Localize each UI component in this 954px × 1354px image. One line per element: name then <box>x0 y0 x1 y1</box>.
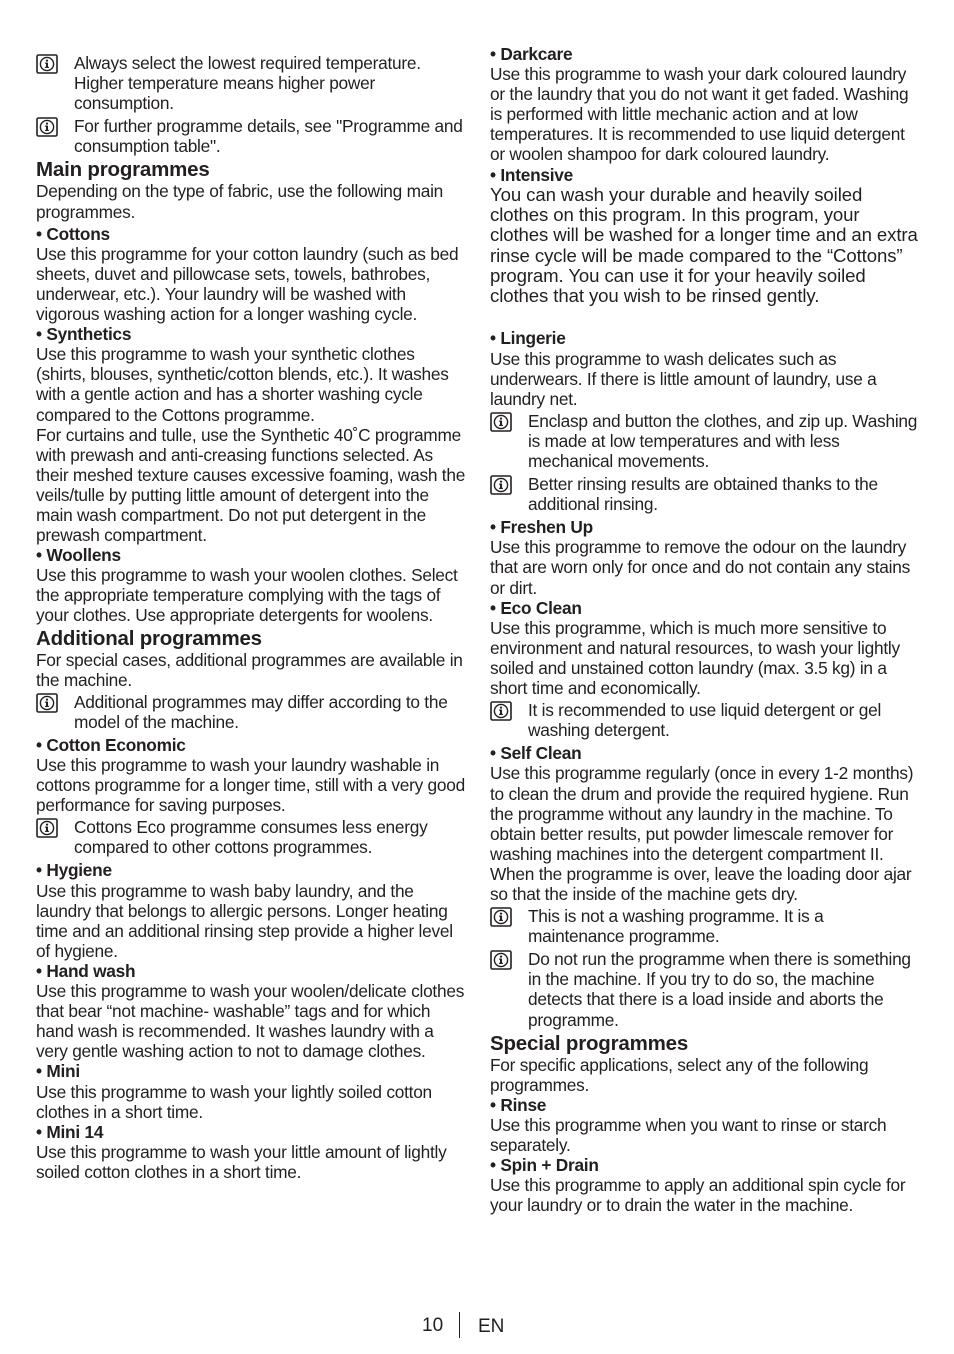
language-code: EN <box>478 1316 505 1337</box>
footer-divider <box>459 1312 460 1338</box>
note-text: Additional programmes may differ according to the model of the machine. <box>74 691 448 732</box>
item-text-lingerie: Use this programme to wash delicates such as underwears. If there is little amount of laundry, use a laundry net. <box>490 348 877 409</box>
item-text-synthetics: Use this programme to wash your synthetic clothes (shirts, blouses, synthetic/cotton blends, etc.). It washes with a gentle action and has a shorter washing cycle compared to the Cottons programme. <box>36 344 449 425</box>
item-text-woollens: Use this programme to wash your woolen clothes. Select the appropriate temperature complying with the tags of your clothes. Use appropriate detergents for woolens. <box>36 565 458 626</box>
item-text-hand-wash: Use this programme to wash your woolen/delicate clothes that bear “not machine- washable” tags and for which hand wash is recommended. It washes laundry with a very gentle washing action to not to damage clothes. <box>36 981 465 1062</box>
item-title-mini: • Mini <box>36 1061 80 1082</box>
info-icon <box>36 54 58 74</box>
info-icon <box>490 475 512 495</box>
item-text-hygiene: Use this programme to wash baby laundry, and the laundry that belongs to allergic persons. Longer heating time and an additional rinsing step provide a higher level of hygiene. <box>36 880 453 961</box>
page-number: 10 <box>422 1315 444 1336</box>
item-title-rinse: • Rinse <box>490 1094 547 1115</box>
item-title-mini-14: • Mini 14 <box>36 1121 104 1142</box>
item-title-cotton-economic: • Cotton Economic <box>36 734 186 755</box>
note-cottons-eco <box>36 817 468 857</box>
main-programmes-section <box>36 159 468 625</box>
section-intro: For special cases, additional programmes are available in the machine. <box>36 649 463 690</box>
section-intro: For specific applications, select any of the following programmes. <box>490 1054 869 1095</box>
note-programme-table <box>36 116 468 156</box>
item-title-woollens: • Woollens <box>36 545 121 566</box>
note-text: Better rinsing results are obtained thanks to the additional rinsing. <box>528 474 878 515</box>
item-text-self-clean: Use this programme regularly (once in every 1-2 months) to clean the drum and provide the required hygiene. Run the programme without any laundry in the machine. To obtain better results, put powder limescale remover for washing machines into the detergent compartment II. When the programme is over, leave the loading door ajar so that the inside of the machine gets dry. <box>490 763 914 904</box>
item-text-cottons: Use this programme for your cotton laundry (such as bed sheets, duvet and pillowcase sets, towels, bathrobes, underwear, etc.). Your laundry will be washed with vigorous washing action for a longer washing cycle. <box>36 243 459 325</box>
note-text: For further programme details, see "Programme and consumption table". <box>74 116 463 157</box>
item-text-freshen-up: Use this programme to remove the odour on the laundry that are worn only for once and do not contain any stains or dirt. <box>490 537 910 598</box>
spacer <box>490 306 918 328</box>
item-title-hygiene: • Hygiene <box>36 860 112 881</box>
item-title-synthetics: • Synthetics <box>36 324 132 345</box>
item-text-synthetics-curtains: For curtains and tulle, use the Synthetic 40˚C programme with prewash and anti-creasing functions selected. As their meshed texture causes excessive foaming, wash the veils/tulle by putting little amount of detergent into the main wash compartment. Do not put detergent in the prewash compartment. <box>36 424 466 546</box>
special-programmes-section <box>490 1033 918 1216</box>
item-text-eco-clean: Use this programme, which is much more sensitive to environment and natural resources, to wash your lightly soiled and unstained cotton laundry (max. 3.5 kg) in a short time and economically. <box>490 617 900 699</box>
item-text-spin-drain: Use this programme to apply an additional spin cycle for your laundry or to drain the water in the machine. <box>490 1175 906 1216</box>
section-heading-additional: Additional programmes <box>36 626 262 650</box>
info-icon <box>36 693 58 713</box>
info-icon <box>36 818 58 838</box>
note-additional-model <box>36 692 468 732</box>
section-heading-special: Special programmes <box>490 1031 689 1055</box>
note-text: Enclasp and button the clothes, and zip up. Washing is made at low temperatures and with less mechanical movements. <box>528 410 918 471</box>
note-self-clean-empty <box>490 949 918 1029</box>
item-text-cotton-economic: Use this programme to wash your laundry washable in cottons programme for a longer time, still with a very good performance for saving purposes. <box>36 755 465 816</box>
item-title-self-clean: • Self Clean <box>490 743 582 764</box>
section-heading-main: Main programmes <box>36 158 210 182</box>
item-title-intensive: • Intensive <box>490 164 574 185</box>
item-title-cottons: • Cottons <box>36 223 110 244</box>
info-icon <box>490 950 512 970</box>
right-programmes <box>490 44 918 1030</box>
note-text: Always select the lowest required temperature. Higher temperature means higher power consumption. <box>74 53 421 114</box>
item-title-darkcare: • Darkcare <box>490 44 573 64</box>
info-icon <box>490 412 512 432</box>
section-intro: Depending on the type of fabric, use the following main programmes. <box>36 181 444 222</box>
item-title-lingerie: • Lingerie <box>490 328 566 349</box>
info-icon <box>490 907 512 927</box>
note-lingerie-rinsing <box>490 474 918 514</box>
item-text-intensive: You can wash your durable and heavily soiled clothes on this program. In this program, your clothes will be washed for a longer time and an extra rinse cycle will be made compared to the “Cottons” program. You can use it for your heavily soiled clothes that you wish to be rinsed gently. <box>490 183 918 307</box>
info-icon <box>36 117 58 137</box>
note-text: This is not a washing programme. It is a maintenance programme. <box>528 906 824 947</box>
item-title-eco-clean: • Eco Clean <box>490 597 582 618</box>
item-text-mini-14: Use this programme to wash your little amount of lightly soiled cotton clothes in a short time. <box>36 1141 447 1182</box>
item-title-hand-wash: • Hand wash <box>36 960 136 981</box>
item-title-spin-drain: • Spin + Drain <box>490 1155 599 1176</box>
left-notes <box>36 53 468 156</box>
right-column <box>490 44 918 1215</box>
note-text: It is recommended to use liquid detergent or gel washing detergent. <box>528 700 882 741</box>
note-lingerie-enclasp <box>490 411 918 471</box>
note-text: Do not run the programme when there is something in the machine. If you try to do so, the machine detects that there is a load inside and aborts the programme. <box>528 949 911 1030</box>
note-text: Cottons Eco programme consumes less energy compared to other cottons programmes. <box>74 817 428 858</box>
note-self-clean-maintenance <box>490 906 918 946</box>
left-column <box>36 44 468 1182</box>
page-footer <box>0 1312 954 1340</box>
note-temperature <box>36 53 468 113</box>
additional-programmes-section <box>36 628 468 1182</box>
item-text-mini: Use this programme to wash your lightly soiled cotton clothes in a short time. <box>36 1081 432 1122</box>
item-text-darkcare: Use this programme to wash your dark coloured laundry or the laundry that you do not want it get faded. Washing is performed with little mechanic action and at low temperatures. It is recommended to use liquid detergent or woolen shampoo for dark coloured laundry. <box>490 64 909 165</box>
item-text-rinse: Use this programme when you want to rinse or starch separately. <box>490 1114 887 1155</box>
info-icon <box>490 701 512 721</box>
item-title-freshen-up: • Freshen Up <box>490 517 593 538</box>
note-eco-clean-detergent <box>490 700 918 740</box>
